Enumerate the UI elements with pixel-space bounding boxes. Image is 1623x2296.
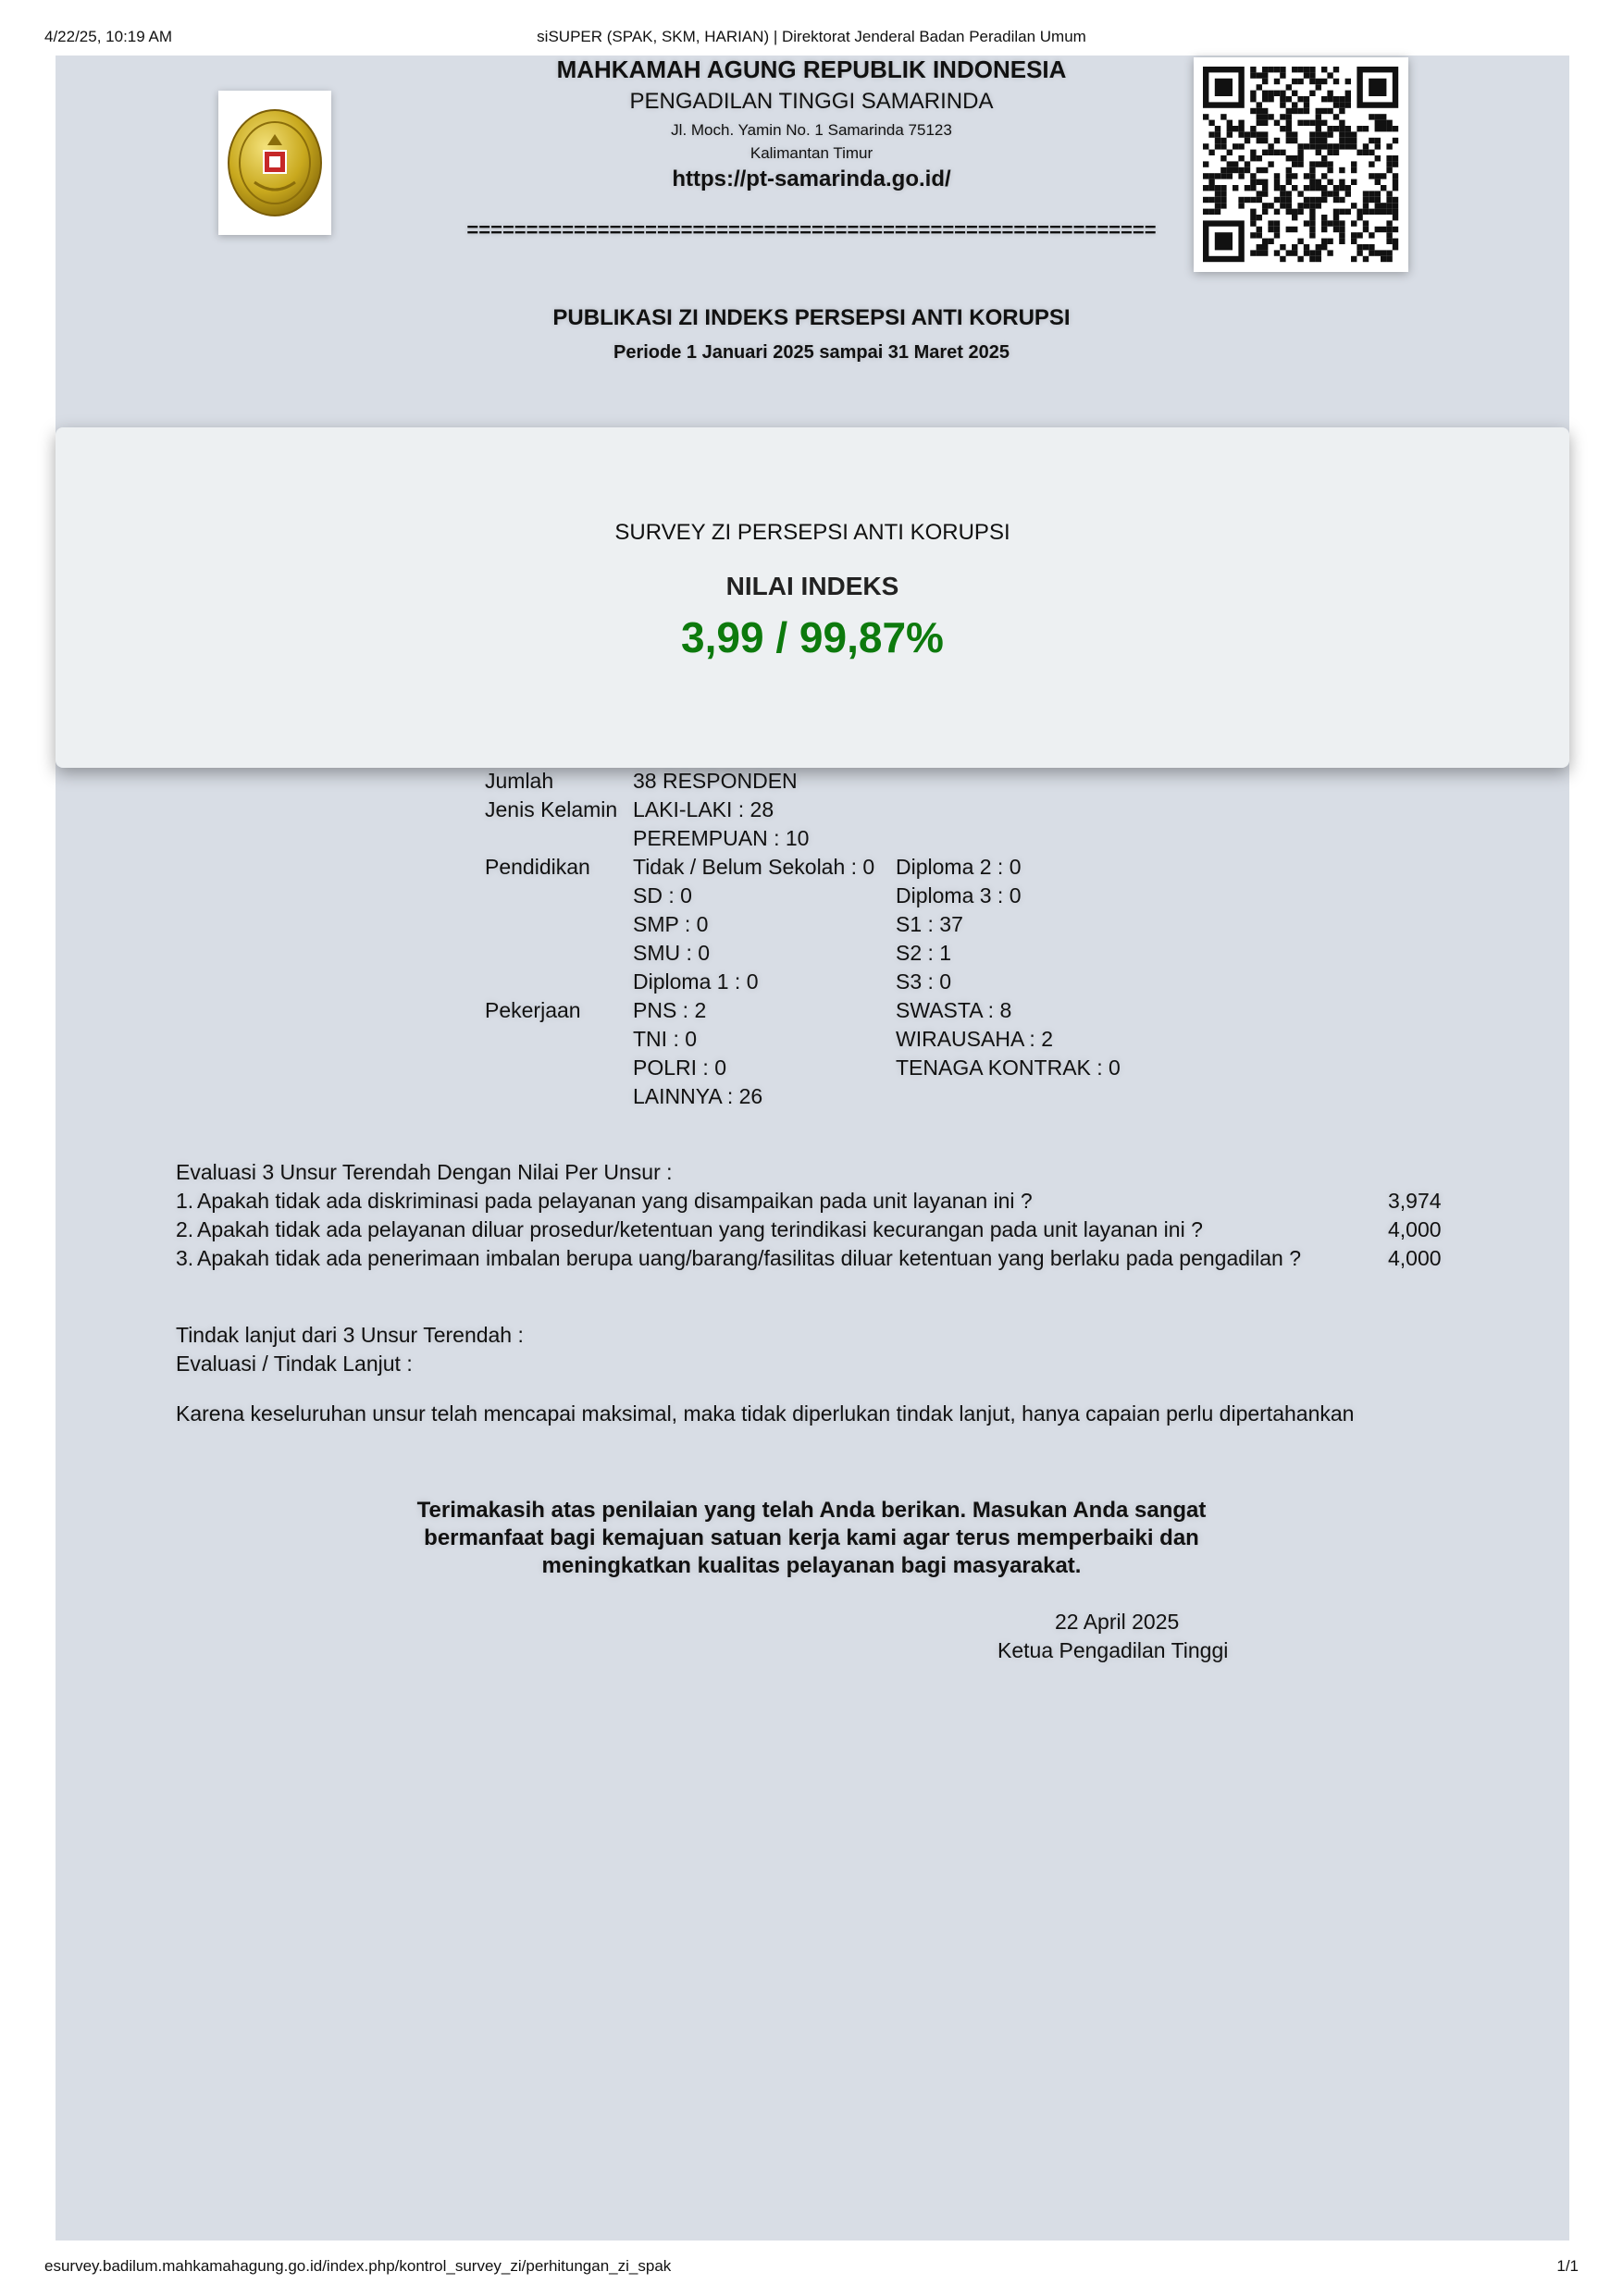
index-label: NILAI INDEKS [725, 572, 899, 600]
signature-date: 22 April 2025 [1055, 1610, 1180, 1634]
job-item: PNS : 2 [633, 998, 707, 1022]
evaluation-item-score: 4,000 [1388, 1246, 1442, 1270]
evaluation-item-text: Apakah tidak ada pelayanan diluar prosedur/ketentuan yang terindikasi kecurangan pada unit layanan ini ? [197, 1217, 1203, 1241]
job-item: SWASTA : 8 [896, 998, 1012, 1022]
education-item: Diploma 2 : 0 [896, 855, 1022, 879]
evaluation-item-number: 2. [176, 1217, 194, 1241]
job-item: WIRAUSAHA : 2 [896, 1027, 1053, 1051]
closing-line: Terimakasih atas penilaian yang telah Anda berikan. Masukan Anda sangat [416, 1498, 1207, 1523]
index-card [56, 427, 1569, 768]
followup-text: Karena keseluruhan unsur telah mencapai maksimal, maka tidak diperlukan tindak lanjut, hanya capaian perlu dipertahankan [176, 1401, 1355, 1426]
closing-line: meningkatkan kualitas pelayanan bagi masyarakat. [541, 1553, 1082, 1578]
organization-name: MAHKAMAH AGUNG REPUBLIK INDONESIA [556, 56, 1067, 83]
index-value: 3,99 / 99,87% [681, 613, 944, 661]
education-item: SD : 0 [633, 883, 692, 907]
survey-title: SURVEY ZI PERSEPSI ANTI KORUPSI [614, 520, 1010, 545]
court-address: Jl. Moch. Yamin No. 1 Samarinda 75123 [671, 121, 952, 139]
gender-label: Jenis Kelamin [485, 797, 618, 821]
evaluation-item-score: 4,000 [1388, 1217, 1442, 1241]
education-item: Diploma 1 : 0 [633, 969, 759, 994]
publication-period: Periode 1 Januari 2025 sampai 31 Maret 2025 [613, 342, 1010, 363]
court-province: Kalimantan Timur [750, 144, 873, 162]
document-page [56, 56, 1569, 2240]
evaluation-item-number: 1. [176, 1189, 194, 1213]
gender-male: LAKI-LAKI : 28 [633, 797, 774, 821]
education-item: Diploma 3 : 0 [896, 883, 1022, 907]
job-item: TNI : 0 [633, 1027, 698, 1051]
signature-title: Ketua Pengadilan Tinggi [997, 1638, 1229, 1662]
evaluation-heading: Evaluasi 3 Unsur Terendah Dengan Nilai Per Unsur : [176, 1160, 673, 1184]
education-label: Pendidikan [485, 855, 590, 879]
job-item: POLRI : 0 [633, 1055, 726, 1080]
evaluation-item-number: 3. [176, 1246, 194, 1270]
publication-title: PUBLIKASI ZI INDEKS PERSEPSI ANTI KORUPSI [552, 305, 1071, 330]
print-page-title: siSUPER (SPAK, SKM, HARIAN) | Direktorat Jenderal Badan Peradilan Umum [537, 28, 1086, 45]
evaluation-item-score: 3,974 [1388, 1189, 1442, 1213]
closing-line: bermanfaat bagi kemajuan satuan kerja kami agar terus memperbaiki dan [424, 1525, 1199, 1550]
print-datetime: 4/22/25, 10:19 AM [44, 28, 172, 45]
job-label: Pekerjaan [485, 998, 581, 1022]
education-item: S3 : 0 [896, 969, 952, 994]
print-page-number: 1/1 [1556, 2257, 1579, 2275]
job-item: LAINNYA : 26 [633, 1084, 763, 1108]
evaluation-item-text: Apakah tidak ada diskriminasi pada pelayanan yang disampaikan pada unit layanan ini ? [197, 1189, 1033, 1213]
education-item: Tidak / Belum Sekolah : 0 [633, 855, 875, 879]
job-item: TENAGA KONTRAK : 0 [896, 1055, 1121, 1080]
education-item: SMU : 0 [633, 941, 711, 965]
gender-female: PEREMPUAN : 10 [633, 826, 810, 850]
education-item: S2 : 1 [896, 941, 952, 965]
header-separator: ========================================================== [466, 218, 1157, 241]
print-url: esurvey.badilum.mahkamahagung.go.id/index.php/kontrol_survey_zi/perhitungan_zi_spak [44, 2257, 672, 2275]
evaluation-item-text: Apakah tidak ada penerimaan imbalan berupa uang/barang/fasilitas diluar ketentuan yang berlaku pada pengadilan ? [197, 1246, 1302, 1270]
education-item: SMP : 0 [633, 912, 709, 936]
closing-message [0, 1497, 1623, 1580]
jumlah-label: Jumlah [485, 769, 554, 793]
followup-subheading: Evaluasi / Tindak Lanjut : [176, 1352, 413, 1376]
court-name: PENGADILAN TINGGI SAMARINDA [629, 89, 994, 114]
jumlah-value: 38 RESPONDEN [633, 769, 798, 793]
court-website: https://pt-samarinda.go.id/ [672, 167, 951, 191]
followup-heading: Tindak lanjut dari 3 Unsur Terendah : [176, 1323, 524, 1347]
education-item: S1 : 37 [896, 912, 963, 936]
